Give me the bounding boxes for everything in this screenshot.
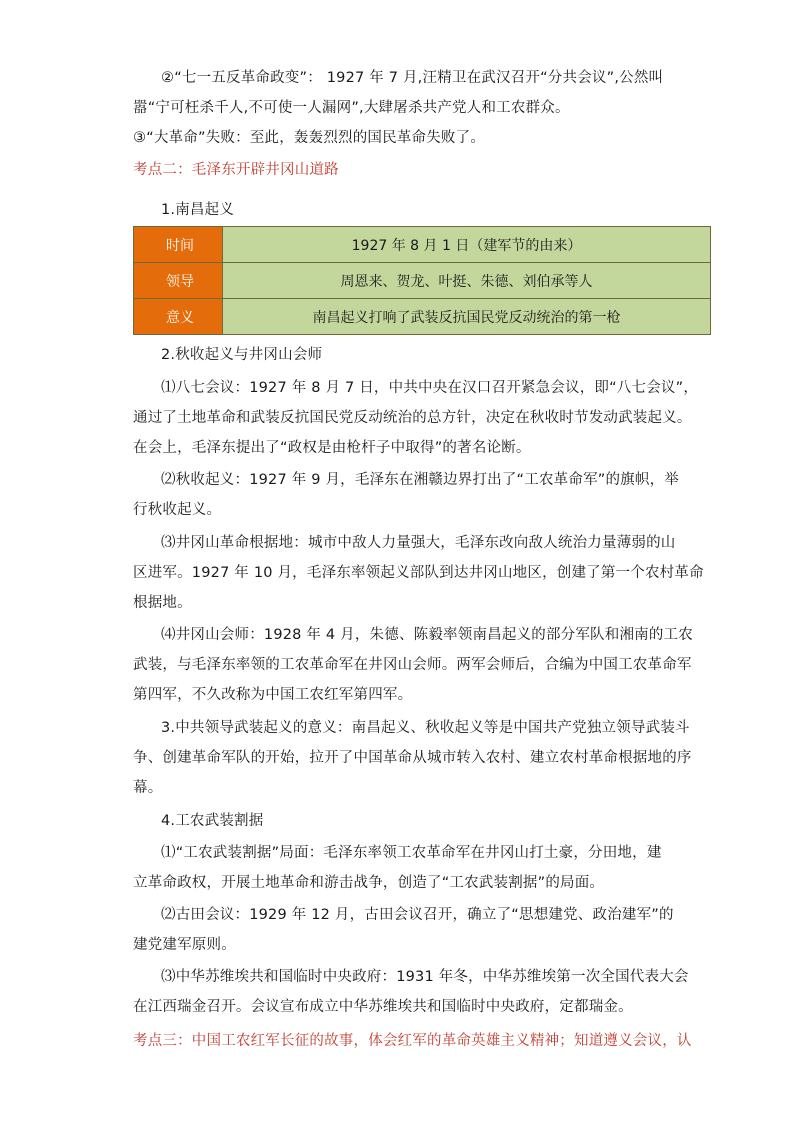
paragraph-line: 根据地。 (133, 595, 192, 611)
section-heading: 考点二：毛泽东开辟井冈山道路 (133, 162, 339, 178)
section-heading: 考点三：中国工农红军长征的故事，体会红军的革命英雄主义精神；知道遵义会议，认 (133, 1033, 692, 1049)
paragraph-line: ③“大革命”失败：至此，轰轰烈烈的国民革命失败了。 (133, 130, 486, 146)
paragraph-line: 3.中共领导武装起义的意义：南昌起义、秋收起义等是中国共产党独立领导武装斗 (161, 720, 690, 736)
paragraph-line: 在江西瑞金召开。会议宣布成立中华苏维埃共和国临时中央政府，定都瑞金。 (133, 999, 633, 1015)
paragraph-line: 行秋收起义。 (133, 502, 222, 518)
nanchang-uprising-table (133, 226, 711, 335)
paragraph-line: ⑴八七会议：1927 年 8 月 7 日，中共中央在汉口召开紧急会议，即“八七会议”， (161, 380, 699, 396)
paragraph-line: 通过了土地革命和武装反抗国民党反动统治的总方针，决定在秋收时节发动武装起义。 (133, 410, 692, 426)
paragraph-line: ②“七一五反革命政变”： 1927 年 7 月,汪精卫在武汉召开“分共会议”,公然叫 (161, 70, 664, 86)
table-value-cell: 周恩来、贺龙、叶挺、朱德、刘伯承等人 (223, 263, 711, 299)
paragraph-line: 区进军。1927 年 10 月，毛泽东率领起义部队到达井冈山地区，创建了第一个农村革命 (133, 565, 704, 581)
paragraph-line: 幕。 (133, 780, 163, 796)
paragraph-line: ⑴“工农武装割据”局面：毛泽东率领工农革命军在井冈山打土豪，分田地，建 (161, 845, 662, 861)
paragraph-line: 立革命政权，开展土地革命和游击战争，创造了“工农武装割据”的局面。 (133, 875, 605, 891)
paragraph-line: ⑵古田会议：1929 年 12 月，古田会议召开，确立了“思想建党、政治建军”的 (161, 907, 674, 923)
table-label-cell: 意义 (134, 299, 223, 335)
table-label-cell: 领导 (134, 263, 223, 299)
table-row (134, 299, 711, 335)
subsection-title: 2.秋收起义与井冈山会师 (161, 347, 323, 363)
paragraph-line: ⑶井冈山革命根据地：城市中敌人力量强大，毛泽东改向敌人统治力量薄弱的山 (161, 535, 676, 551)
paragraph-line: 第四军，不久改称为中国工农红军第四军。 (133, 687, 413, 703)
paragraph-line: ⑷井冈山会师：1928 年 4 月，朱德、陈毅率领南昌起义的部分军队和湘南的工农 (161, 627, 693, 643)
paragraph-line: 在会上，毛泽东提出了“政权是由枪杆子中取得”的著名论断。 (133, 440, 531, 456)
paragraph-line: 建党建军原则。 (133, 937, 236, 953)
paragraph-line: ⑶中华苏维埃共和国临时中央政府：1931 年冬，中华苏维埃第一次全国代表大会 (161, 969, 689, 985)
paragraph-line: 争、创建革命军队的开始，拉开了中国革命从城市转入农村、建立农村革命根据地的序 (133, 750, 692, 766)
paragraph-line: 嚣“宁可枉杀千人,不可使一人漏网”,大肆屠杀共产党人和工农群众。 (133, 100, 570, 116)
table-row (134, 263, 711, 299)
table-row (134, 227, 711, 263)
table-label-cell: 时间 (134, 227, 223, 263)
table-value-cell: 1927 年 8 月 1 日（建军节的由来） (223, 227, 711, 263)
table-value-cell: 南昌起义打响了武装反抗国民党反动统治的第一枪 (223, 299, 711, 335)
subsection-title: 4.工农武装割据 (161, 813, 264, 829)
paragraph-line: 武装，与毛泽东率领的工农革命军在井冈山会师。两军会师后，合编为中国工农革命军 (133, 657, 692, 673)
subsection-title: 1.南昌起义 (161, 202, 235, 218)
paragraph-line: ⑵秋收起义：1927 年 9 月，毛泽东在湘赣边界打出了“工农革命军”的旗帜，举 (161, 472, 679, 488)
